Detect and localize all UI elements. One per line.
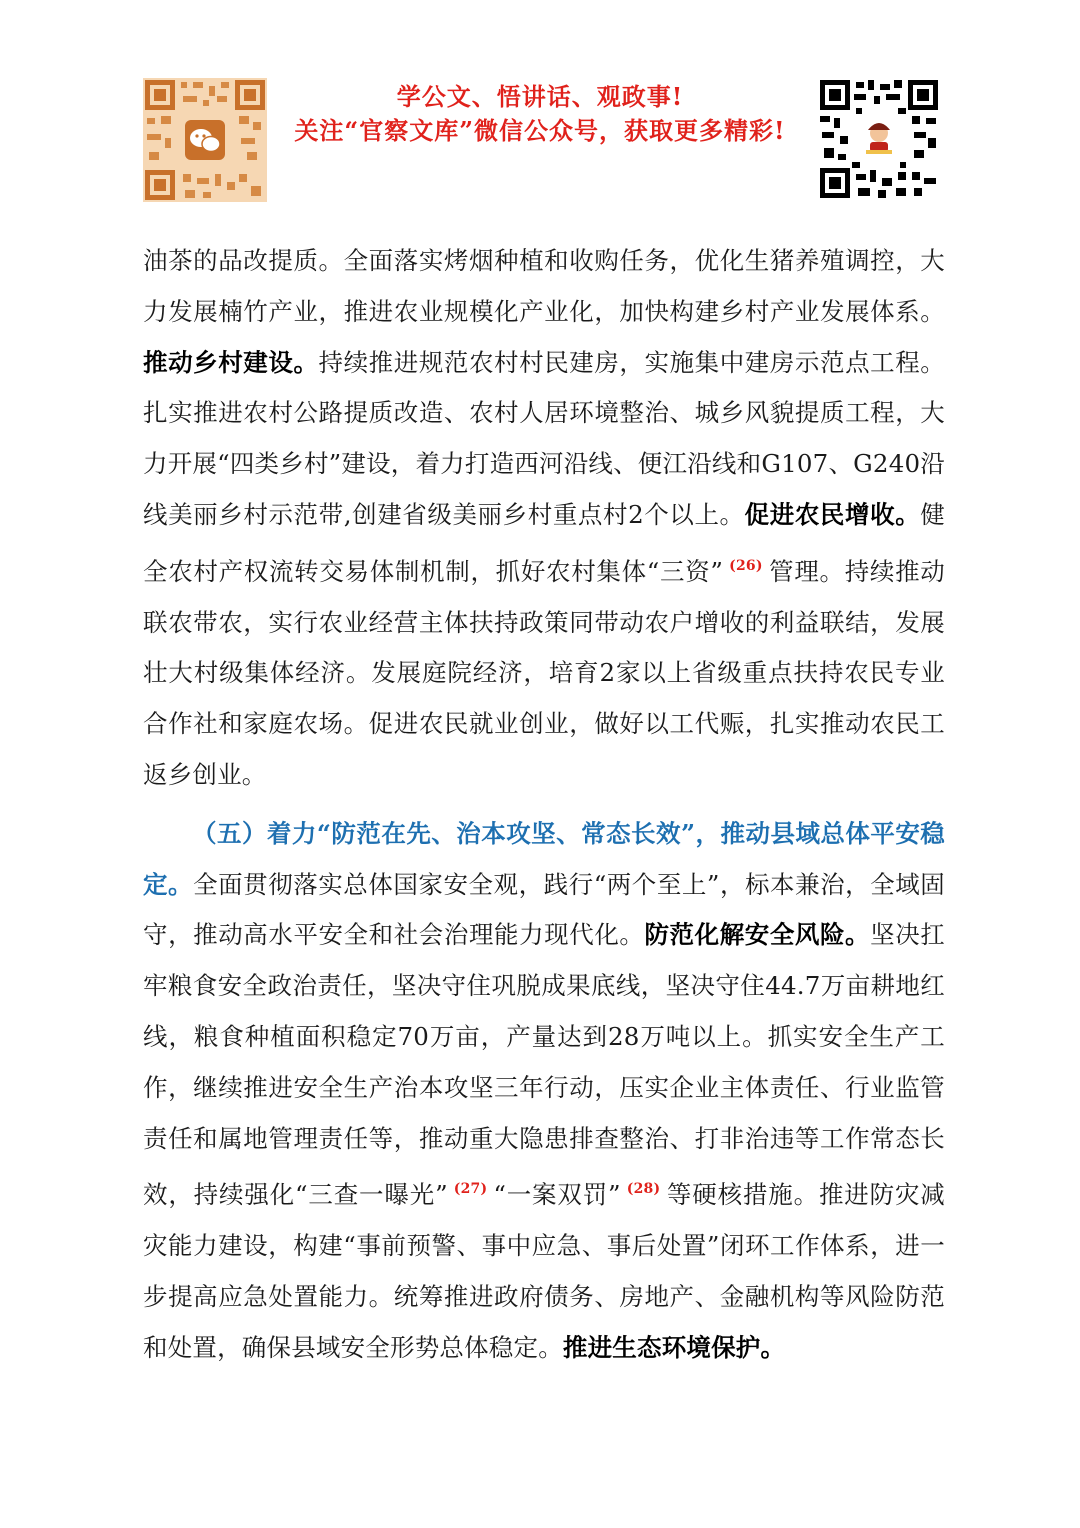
section-5-title: （五）着力“防范在先、治本攻坚、常态长效”，推动县域总体平安稳定。 [143, 818, 945, 899]
risk-prevention-text-cont: 等硬核措施。推进防灾减灾能力建设，构建“事前预警、事中应急、事后处置”闭环工作体系，进一步提高应急处置能力。统筹推进政府债务、房地产、金融机构等风险防范和处置，确保县域安全形势总体稳定。 [143, 1180, 945, 1362]
rural-construction-text: 持续推进规范农村村民建房，实施集中建房示范点工程。扎实推进农村公路提质改造、农村人居环境整治、城乡风貌提质工程，大力开展“四类乡村”建设，着力打造西河沿线、便江沿线和G107、G240沿线美丽乡村示范带,创建省级美丽乡村重点村2个以上。 [143, 347, 946, 529]
farmer-income-text-cont: 管理。持续推动联农带农，实行农业经营主体扶持政策同带动农户增收的利益联结，发展壮大村级集体经济。发展庭院经济，培育2家以上省级重点扶持农民专业合作社和家庭农场。促进农民就业创业，做好以工代赈，扎实推动农民工返乡创业。 [143, 556, 945, 789]
header-slogan [270, 80, 810, 148]
article-body [143, 236, 945, 1374]
paragraph-rural [143, 236, 945, 801]
farmer-income-text: 健全农村产权流转交易体制机制，抓好农村集体“三资” [143, 499, 945, 586]
risk-prevention-text: 坚决扛牢粮食安全政治责任，坚决守住巩脱成果底线，坚决守住44.7万亩耕地红线，粮食种植面积稳定70万亩，产量达到28万吨以上。抓实安全生产工作，继续推进安全生产治本攻坚三年行动，压实企业主体责任、行业监管责任和属地管理责任等，推动重大隐患排查整治、打非治违等工作常态长效，持续强化“三查一曝光” [143, 920, 945, 1210]
heading-rural-construction: 推动乡村建设。 [143, 347, 319, 377]
heading-risk-prevention: 防范化解安全风险。 [644, 920, 871, 950]
mascot-icon [862, 118, 896, 156]
footnote-27[interactable]: (27) [453, 1181, 488, 1198]
heading-ecology: 推进生态环境保护。 [562, 1332, 786, 1362]
paragraph-security [143, 809, 945, 1374]
one-case-double-penalty: “一案双罚” [493, 1180, 621, 1210]
rural-industry-text: 油茶的品改提质。全面落实烤烟种植和收购任务，优化生猪养殖调控，大力发展楠竹产业，推进农业规模化产业化，加快构建乡村产业发展体系。 [143, 246, 945, 326]
subscription-qr-code[interactable] [818, 78, 940, 200]
footnote-26[interactable]: (26) [729, 557, 763, 574]
slogan-line-1: 学公文、悟讲话、观政事! [396, 82, 684, 111]
wechat-qr-code[interactable] [143, 78, 267, 202]
footnote-28[interactable]: (28) [626, 1181, 661, 1198]
slogan-line-2: 关注“官察文库”微信公众号，获取更多精彩! [294, 116, 786, 145]
heading-farmer-income: 促进农民增收。 [744, 499, 921, 529]
security-intro-text: 全面贯彻落实总体国家安全观，践行“两个至上”，标本兼治，全域固守，推动高水平安全和社会治理能力现代化。 [143, 869, 945, 950]
